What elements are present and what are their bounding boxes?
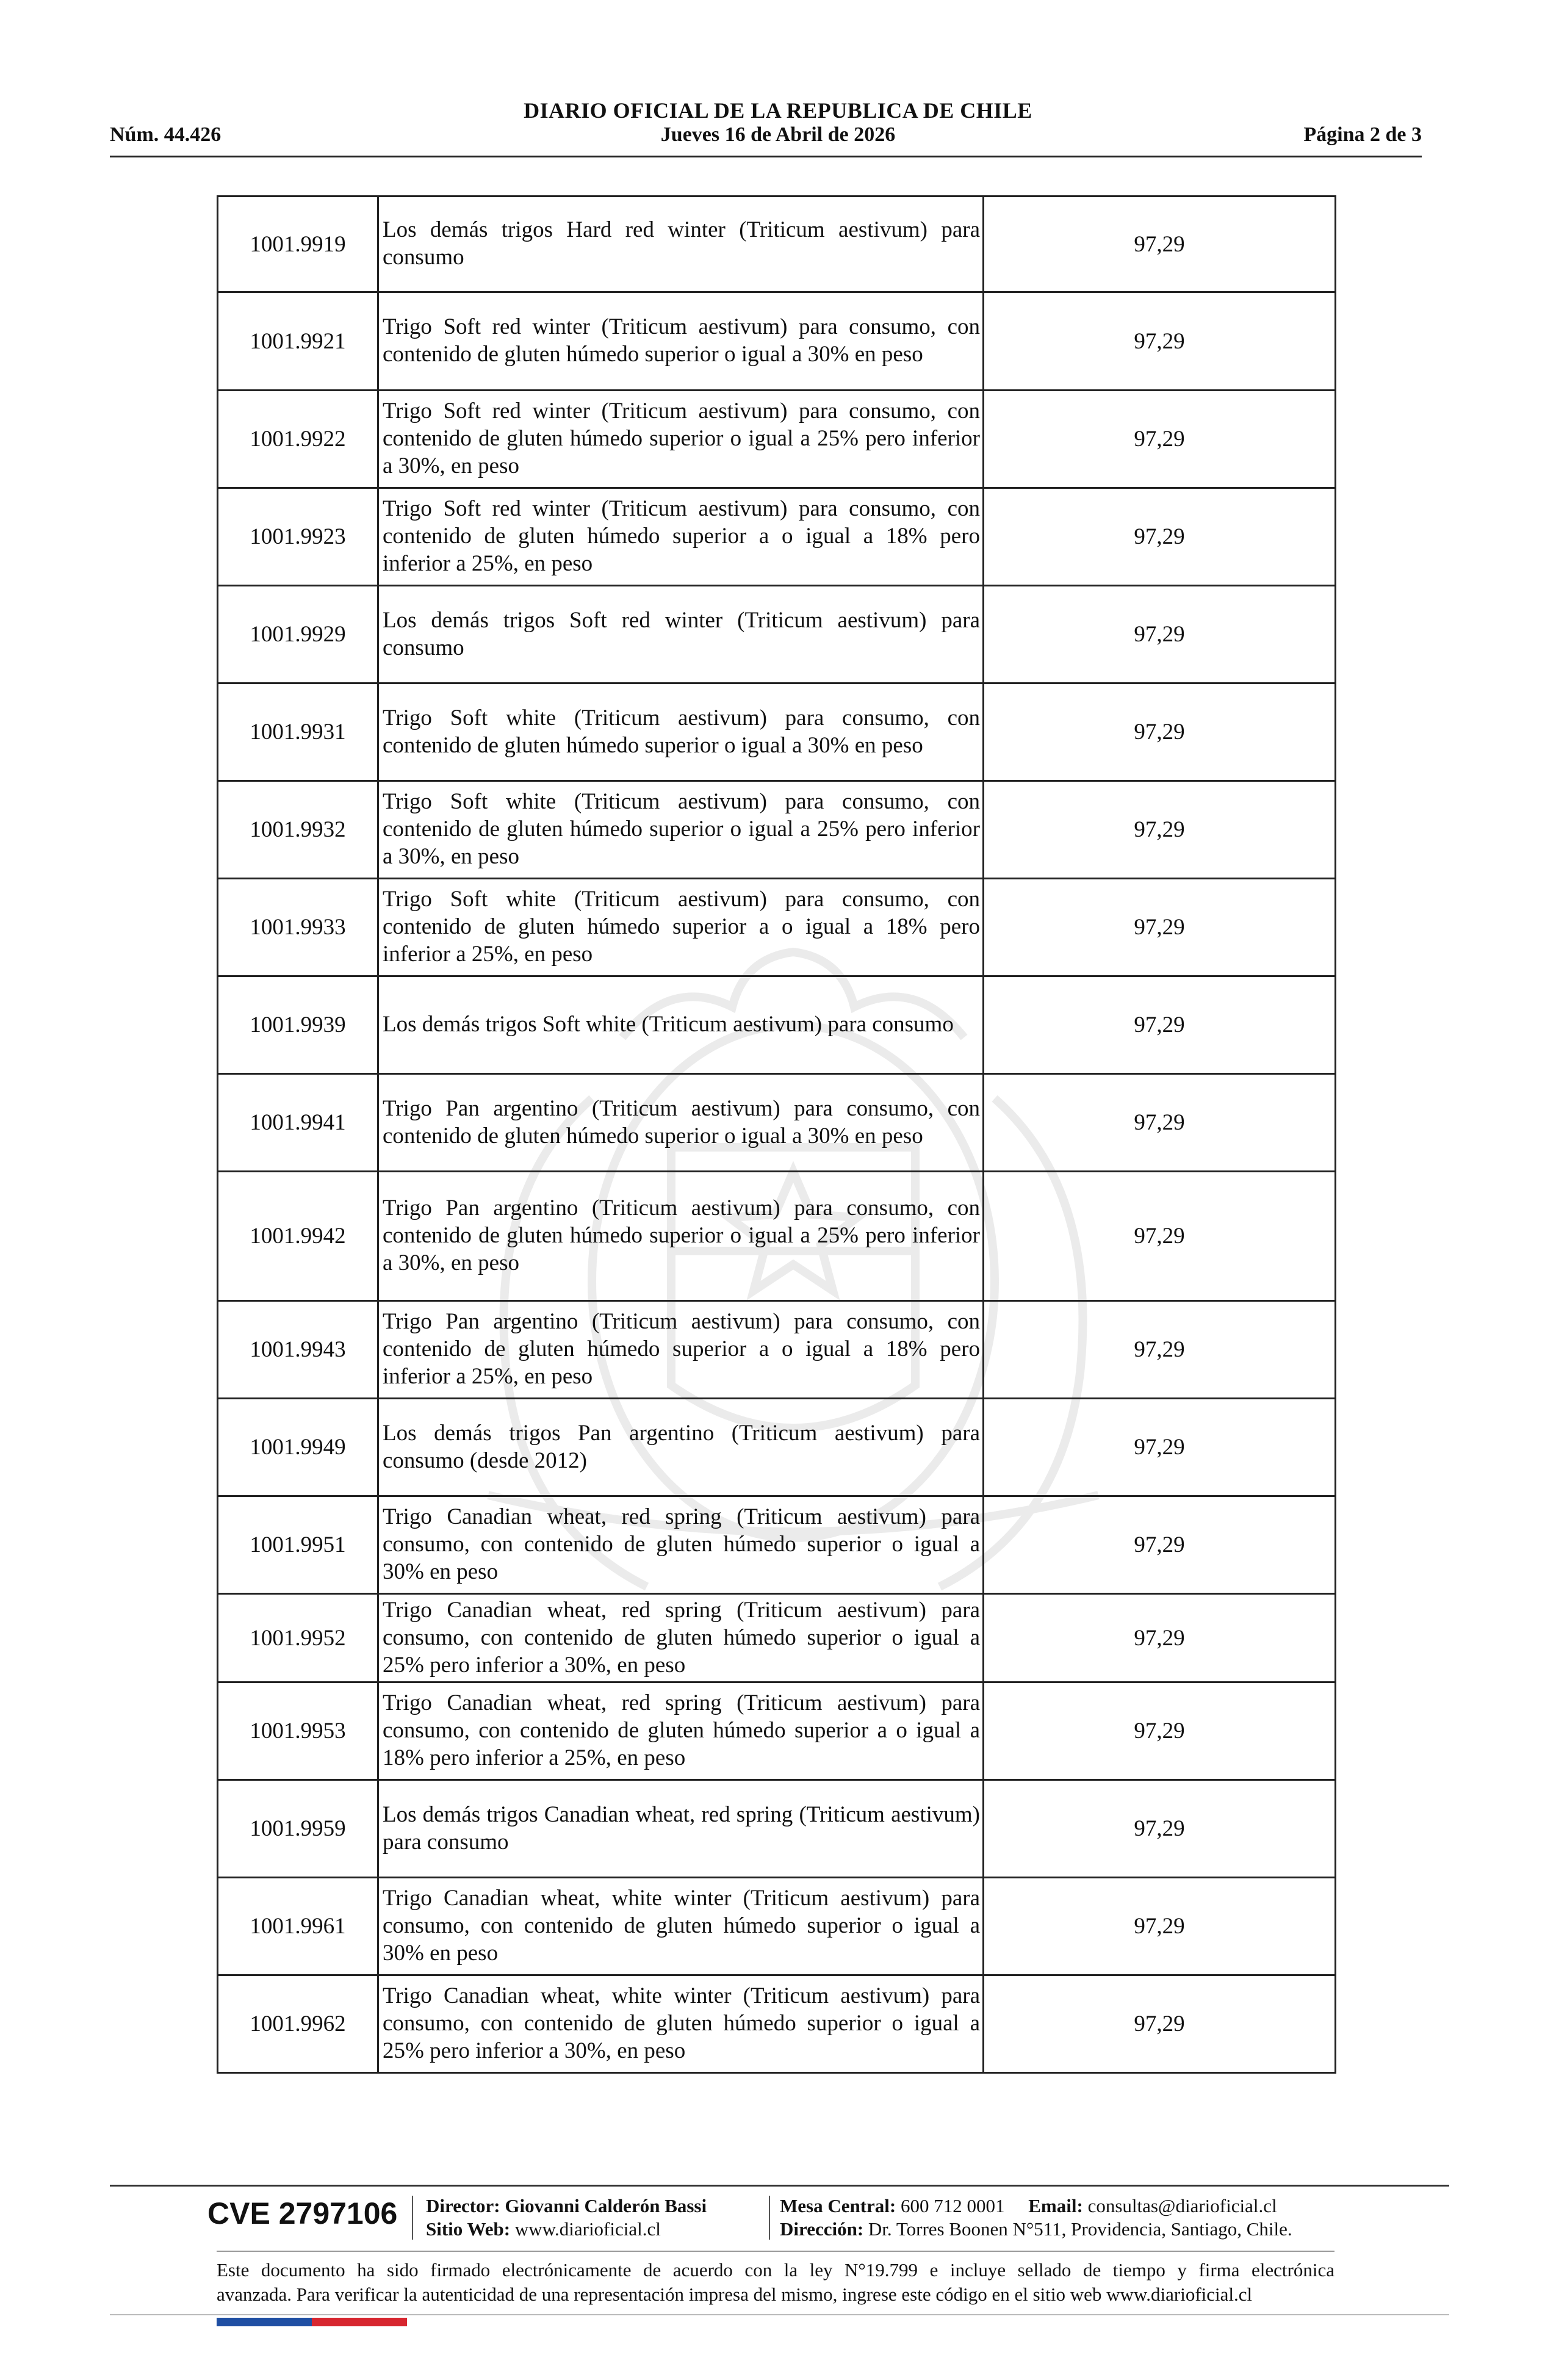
phone-label: Mesa Central: [780,2195,896,2216]
table-row [218,586,1336,683]
tariff-code: 1001.9952 [218,1594,378,1682]
tariff-code: 1001.9941 [218,1074,378,1172]
cve-code: CVE 2797106 [207,2196,398,2230]
tariff-code: 1001.9922 [218,391,378,488]
tariff-code: 1001.9959 [218,1780,378,1878]
product-description: Trigo Canadian wheat, white winter (Triticum aestivum) para consumo, con contenido de gluten húmedo superior o igual a 25% pero inferior a 30%, en peso [378,1975,984,2073]
table-row [218,1172,1336,1301]
product-description: Trigo Canadian wheat, red spring (Triticum aestivum) para consumo, con contenido de gluten húmedo superior o igual a 25% pero inferior a 30%, en peso [378,1594,984,1682]
rate-value: 97,29 [984,292,1336,391]
product-description: Trigo Pan argentino (Triticum aestivum) para consumo, con contenido de gluten húmedo superior a o igual a 18% pero inferior a 25%, en peso [378,1301,984,1399]
product-description: Trigo Canadian wheat, white winter (Triticum aestivum) para consumo, con contenido de gluten húmedo superior o igual a 30% en peso [378,1878,984,1975]
table-row [218,197,1336,292]
footer-contact-block [780,2194,1292,2241]
table-row [218,1594,1336,1682]
footer-divider-thin [217,2251,1334,2252]
tariff-code: 1001.9942 [218,1172,378,1301]
product-description: Trigo Soft red winter (Triticum aestivum) para consumo, con contenido de gluten húmedo superior o igual a 25% pero inferior a 30%, en peso [378,391,984,488]
director-name: Giovanni Calderón Bassi [505,2195,707,2216]
table-row [218,976,1336,1074]
flag-stripe [217,2318,407,2326]
table-row [218,879,1336,976]
tariff-code: 1001.9933 [218,879,378,976]
table-row [218,1301,1336,1399]
product-description: Los demás trigos Pan argentino (Triticum aestivum) para consumo (desde 2012) [378,1399,984,1496]
tariff-code: 1001.9931 [218,683,378,781]
email-link[interactable]: consultas@diarioficial.cl [1087,2195,1277,2216]
rate-value: 97,29 [984,1780,1336,1878]
product-description: Trigo Canadian wheat, red spring (Triticum aestivum) para consumo, con contenido de gluten húmedo superior a o igual a 18% pero inferior a 25%, en peso [378,1682,984,1780]
table-row [218,1682,1336,1780]
tariff-code: 1001.9953 [218,1682,378,1780]
rate-value: 97,29 [984,1594,1336,1682]
tariff-code: 1001.9961 [218,1878,378,1975]
newspaper-title: DIARIO OFICIAL DE LA REPUBLICA DE CHILE [524,98,1032,123]
rate-value: 97,29 [984,1878,1336,1975]
footer-divider-bottom [110,2314,1449,2315]
table-row [218,391,1336,488]
tariff-table [217,195,1336,2074]
table-row [218,1975,1336,2073]
tariff-code: 1001.9929 [218,586,378,683]
issue-number: Núm. 44.426 [110,123,222,146]
rate-value: 97,29 [984,391,1336,488]
rate-value: 97,29 [984,488,1336,586]
table-row [218,1399,1336,1496]
product-description: Los demás trigos Soft white (Triticum aestivum) para consumo [378,976,984,1074]
table-row [218,1780,1336,1878]
header-divider [110,156,1422,157]
signature-notice-line1: Este documento ha sido firmado electrónicamente de acuerdo con la ley N°19.799 e incluye sellado de tiempo y firma electrónica [217,2259,1334,2281]
page-number: Página 2 de 3 [1303,123,1422,146]
address-label: Dirección: [780,2218,864,2240]
rate-value: 97,29 [984,1975,1336,2073]
table-row [218,1074,1336,1172]
tariff-code: 1001.9919 [218,197,378,292]
product-description: Trigo Soft white (Triticum aestivum) para consumo, con contenido de gluten húmedo superior o igual a 30% en peso [378,683,984,781]
email-label: Email: [1028,2195,1083,2216]
rate-value: 97,29 [984,586,1336,683]
director-label: Director: [426,2195,500,2216]
publication-date: Jueves 16 de Abril de 2026 [660,123,896,146]
product-description: Trigo Soft red winter (Triticum aestivum) para consumo, con contenido de gluten húmedo superior a o igual a 18% pero inferior a 25%, en peso [378,488,984,586]
rate-value: 97,29 [984,1496,1336,1594]
footer-divider [110,2185,1449,2187]
address-text: Dr. Torres Boonen N°511, Providencia, Santiago, Chile. [868,2218,1292,2240]
table-row [218,488,1336,586]
flag-stripe-blue [217,2318,312,2326]
phone-number: 600 712 0001 [901,2195,1005,2216]
rate-value: 97,29 [984,197,1336,292]
rate-value: 97,29 [984,1074,1336,1172]
product-description: Los demás trigos Hard red winter (Triticum aestivum) para consumo [378,197,984,292]
product-description: Trigo Canadian wheat, red spring (Triticum aestivum) para consumo, con contenido de gluten húmedo superior o igual a 30% en peso [378,1496,984,1594]
table-row [218,683,1336,781]
product-description: Trigo Soft white (Triticum aestivum) para consumo, con contenido de gluten húmedo superior o igual a 25% pero inferior a 30%, en peso [378,781,984,879]
tariff-code: 1001.9921 [218,292,378,391]
tariff-code: 1001.9962 [218,1975,378,2073]
rate-value: 97,29 [984,879,1336,976]
footer-separator [412,2196,413,2240]
table-row [218,292,1336,391]
product-description: Trigo Soft white (Triticum aestivum) para consumo, con contenido de gluten húmedo superior a o igual a 18% pero inferior a 25%, en peso [378,879,984,976]
signature-notice-line2: avanzada. Para verificar la autenticidad de una representación impresa del mismo, ingrese este código en el sitio web www.diarioficial.cl [217,2284,1253,2305]
table-row [218,1496,1336,1594]
rate-value: 97,29 [984,1172,1336,1301]
footer-separator [769,2196,770,2240]
tariff-code: 1001.9939 [218,976,378,1074]
tariff-code: 1001.9951 [218,1496,378,1594]
tariff-code: 1001.9932 [218,781,378,879]
rate-value: 97,29 [984,976,1336,1074]
rate-value: 97,29 [984,781,1336,879]
rate-value: 97,29 [984,1301,1336,1399]
product-description: Trigo Pan argentino (Triticum aestivum) para consumo, con contenido de gluten húmedo superior o igual a 25% pero inferior a 30%, en peso [378,1172,984,1301]
rate-value: 97,29 [984,683,1336,781]
footer-director-block [426,2194,707,2241]
signature-notice [217,2258,1334,2307]
website-link[interactable]: www.diarioficial.cl [514,2218,661,2240]
tariff-code: 1001.9943 [218,1301,378,1399]
product-description: Los demás trigos Soft red winter (Triticum aestivum) para consumo [378,586,984,683]
product-description: Los demás trigos Canadian wheat, red spring (Triticum aestivum) para consumo [378,1780,984,1878]
website-label: Sitio Web: [426,2218,511,2240]
tariff-code: 1001.9923 [218,488,378,586]
table-row [218,1878,1336,1975]
tariff-code: 1001.9949 [218,1399,378,1496]
table-row [218,781,1336,879]
product-description: Trigo Pan argentino (Triticum aestivum) para consumo, con contenido de gluten húmedo superior o igual a 30% en peso [378,1074,984,1172]
rate-value: 97,29 [984,1682,1336,1780]
rate-value: 97,29 [984,1399,1336,1496]
flag-stripe-red [312,2318,407,2326]
product-description: Trigo Soft red winter (Triticum aestivum) para consumo, con contenido de gluten húmedo superior o igual a 30% en peso [378,292,984,391]
